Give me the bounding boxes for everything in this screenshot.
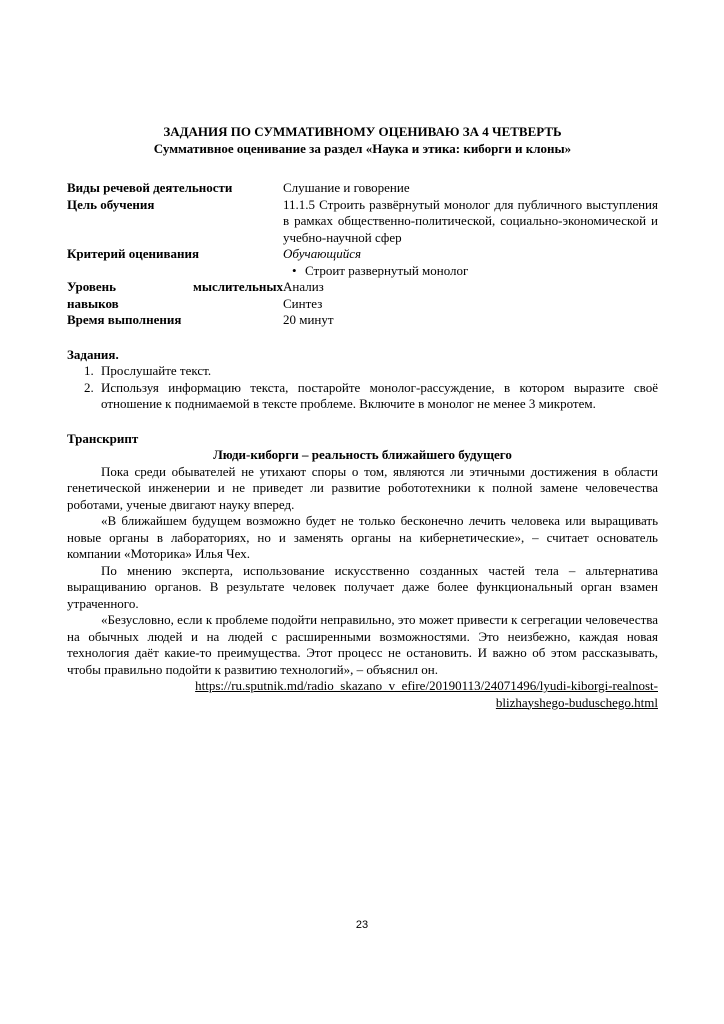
speech-activity-value: Слушание и говорение xyxy=(283,180,410,195)
document-page xyxy=(67,123,658,711)
table-row xyxy=(67,197,658,247)
thinking-skills-label-line1: Уровень мыслительных xyxy=(67,279,283,294)
list-item: 1. Прослушайте текст. xyxy=(97,363,658,380)
time-value: 20 минут xyxy=(283,312,334,327)
article-paragraph: По мнению эксперта, использование искусственно созданных частей тела – альтернатива выращиванию органов. В результате человек получает даже более функциональный орган взамен утраченного. xyxy=(67,562,658,611)
tasks-list xyxy=(67,363,658,413)
article-title: Люди-киборги – реальность ближайшего будущего xyxy=(213,447,512,462)
criterion-list xyxy=(283,263,658,280)
thinking-skills-label-line2: навыков xyxy=(67,295,119,311)
table-row xyxy=(67,180,658,197)
time-label: Время выполнения xyxy=(67,312,182,327)
goal-value: 11.1.5 Строить развёрнутый монолог для публичного выступления в рамках общественно-политической, социально-экономической и учебно-научной сфер xyxy=(283,196,658,245)
article-paragraph: «Безусловно, если к проблеме подойти неправильно, это может привести к сегрегации человечества на обычных людей и на людей с расширенными возможностями. Это неизбежно, каждая новая технология даёт какие-то преимущества. Этот процесс не остановить. И важно об этом рассказывать, чтобы правильно подойти к развитию технологий», – объяснил он. xyxy=(67,612,658,677)
criterion-label: Критерий оценивания xyxy=(67,246,200,261)
table-row xyxy=(67,246,658,279)
table-row xyxy=(67,312,658,329)
assessment-meta-table xyxy=(67,180,658,329)
thinking-skills-value xyxy=(283,279,658,312)
transcript-heading: Транскрипт xyxy=(67,430,139,446)
goal-label: Цель обучения xyxy=(67,196,155,212)
document-title: ЗАДАНИЯ ПО СУММАТИВНОМУ ОЦЕНИВАЮ ЗА 4 ЧЕТВЕРТЬ xyxy=(163,124,562,139)
document-subtitle: Суммативное оценивание за раздел «Наука и этика: киборги и клоны» xyxy=(153,141,572,156)
criterion-learner: Обучающийся xyxy=(283,246,362,261)
criterion-value xyxy=(283,246,658,279)
table-row xyxy=(67,279,658,312)
thinking-skill-synthesis: Синтез xyxy=(283,295,323,311)
article-paragraph: «В ближайшем будущем возможно будет не только бесконечно лечить человека или выращивать новые органы в лабораториях, но и заменять органы на кибернетические», – считает основатель компании «Моторика» Илья Чех. xyxy=(67,513,658,561)
speech-activity-label: Виды речевой деятельности xyxy=(67,180,233,195)
source-link-line1[interactable]: https://ru.sputnik.md/radio_skazano_v_efire/20190113/24071496/lyudi-kiborgi-realnost- xyxy=(195,678,658,693)
source-link[interactable] xyxy=(67,678,658,711)
source-link-line2[interactable]: blizhayshego-buduschego.html xyxy=(495,694,658,710)
list-item: 2. Используя информацию текста, постаройте монолог-рассуждение, в котором выразите своё отношение к поднимаемой в тексте проблеме. Включите в монолог не менее 3 микротем. xyxy=(97,380,658,413)
page-number: 23 xyxy=(355,919,369,931)
list-item: • Строит развернутый монолог xyxy=(305,263,658,280)
tasks-heading: Задания. xyxy=(67,346,119,362)
thinking-skill-analysis: Анализ xyxy=(283,279,324,294)
article-paragraph: Пока среди обывателей не утихают споры о том, являются ли этичными достижения в области генетической инженерии и не приведет ли развитие робототехники к полной замене человечества роботами, ученые двигают науку вперед. xyxy=(67,463,658,512)
thinking-skills-label xyxy=(67,279,283,312)
